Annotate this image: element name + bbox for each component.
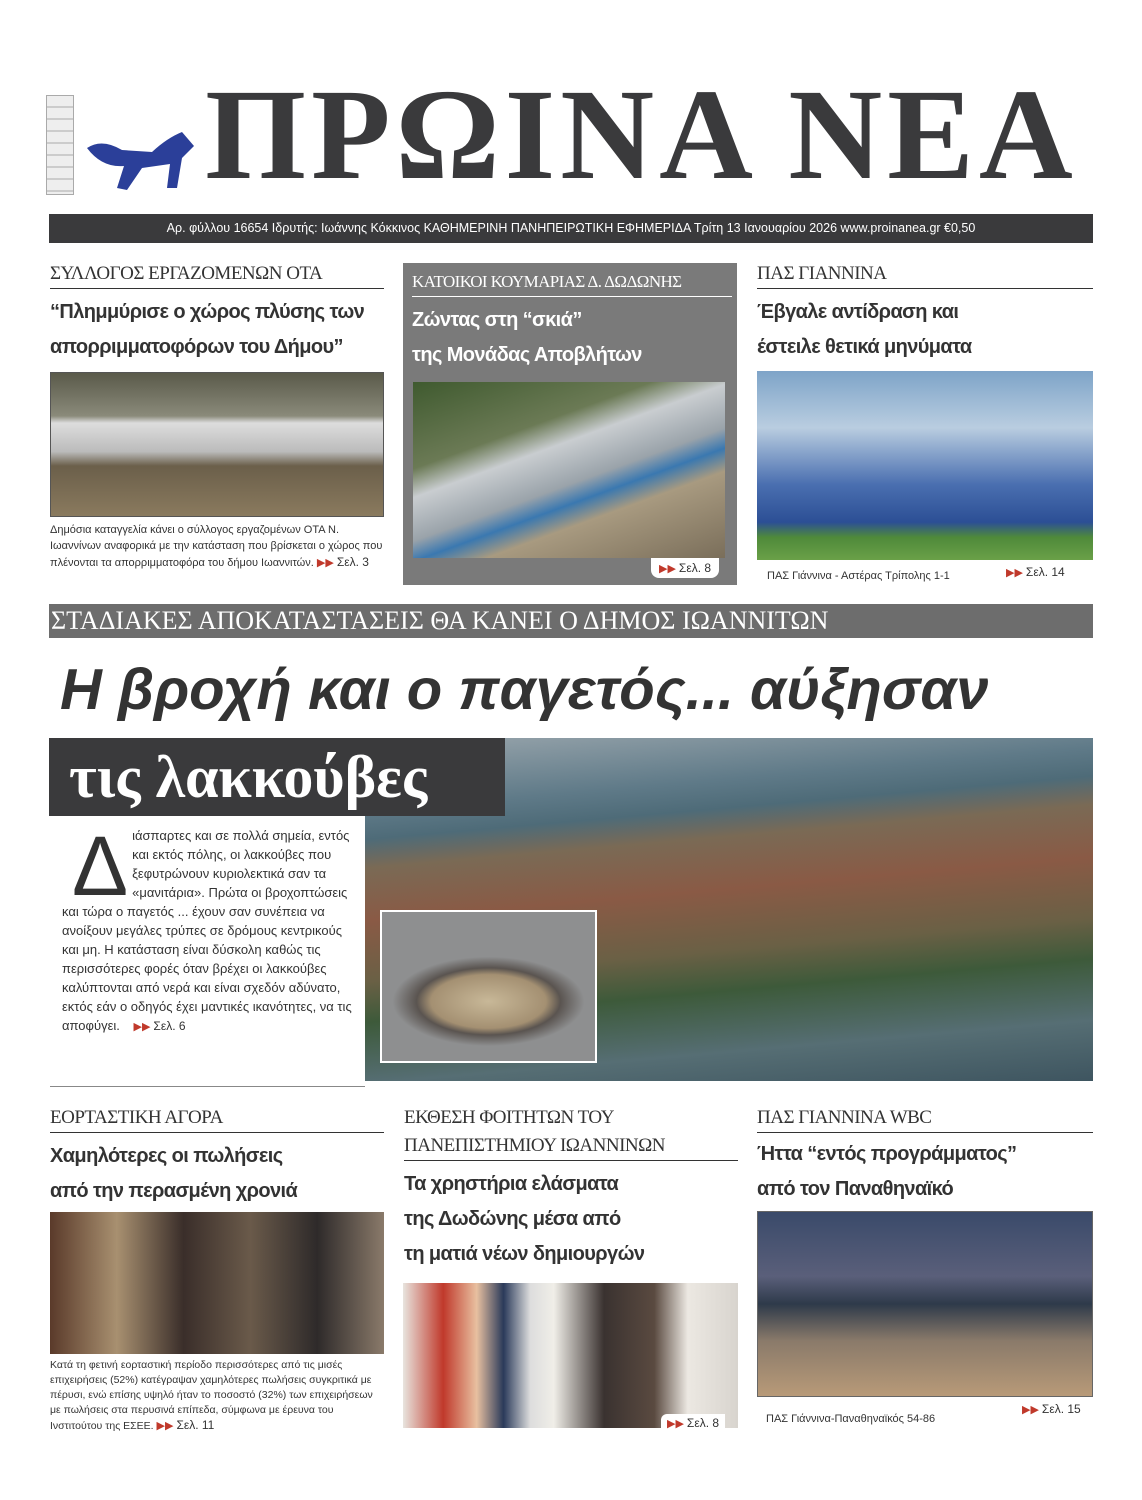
caption-block	[50, 522, 384, 571]
headline: “Πλημμύρισε ο χώρος πλύσης των	[50, 301, 365, 323]
waste-facility-photo	[413, 382, 725, 558]
issue-info-bar: Αρ. φύλλου 16654 Ιδρυτής: Ιωάννης Κόκκινος ΚΑΘΗΜΕΡΙΝΗ ΠΑΝΗΠΕΙΡΩΤΙΚΗ ΕΦΗΜΕΡΙΔΑ Τρίτη 13 Ιανουαρίου 2026 www.proinanea.gr €0,50	[49, 214, 1093, 243]
story-wbc[interactable]	[757, 1104, 1093, 1207]
headline: Χαμηλότερες οι πωλήσεις	[50, 1145, 283, 1167]
story-ota[interactable]	[50, 260, 384, 365]
caption: ΠΑΣ Γιάννινα - Αστέρας Τρίπολης 1-1	[767, 570, 950, 582]
page-ref[interactable]: ▶▶ Σελ. 8	[651, 558, 719, 578]
headline: από τον Παναθηναϊκό	[757, 1178, 954, 1200]
kicker: ΕΚΘΕΣΗ ΦΟΙΤΗΤΩΝ ΤΟΥ	[404, 1107, 614, 1128]
main-headline-line2: τις λακκούβες	[49, 738, 505, 816]
headline: απορριμματοφόρων του Δήμου”	[50, 336, 343, 358]
story-pas[interactable]	[757, 260, 1093, 365]
divider	[50, 1086, 365, 1087]
caption-block	[50, 1358, 384, 1434]
exhibition-photo	[403, 1283, 738, 1428]
caption: Δημόσια καταγγελία κάνει ο σύλλογος εργαζομένων ΟΤΑ Ν. Ιωαννίνων αναφορικά με την κατάσταση που βρίσκεται ο χώρος που πλένονται τα απορριμματοφόρα του δήμου Ιωαννιτών.	[50, 524, 383, 569]
kicker: ΠΑΝΕΠΙΣΤΗΜΙΟΥ ΙΩΑΝΝΙΝΩΝ	[404, 1132, 738, 1161]
headline: της Δωδώνης μέσα από	[404, 1208, 621, 1230]
drop-cap: Δ	[72, 819, 129, 913]
kicker: ΕΟΡΤΑΣΤΙΚΗ ΑΓΟΡΑ	[50, 1104, 384, 1133]
headline: Τα χρηστήρια ελάσματα	[404, 1173, 619, 1195]
page-ref[interactable]: ▶▶ Σελ. 3	[316, 555, 369, 569]
story-exhibition[interactable]	[404, 1104, 738, 1272]
main-headline[interactable]: Η βροχή και ο παγετός... αύξησαν	[60, 657, 989, 722]
headline: τη ματιά νέων δημιουργών	[404, 1243, 645, 1265]
story-holiday-market[interactable]	[50, 1104, 384, 1209]
page-ref[interactable]: ▶▶ Σελ. 6	[133, 1019, 186, 1033]
kicker: ΠΑΣ ΓΙΑΝΝΙΝΑ WBC	[757, 1104, 1093, 1133]
section-banner: ΣΤΑΔΙΑΚΕΣ ΑΠΟΚΑΤΑΣΤΑΣΕΙΣ ΘΑ ΚΑΝΕΙ Ο ΔΗΜΟΣ ΙΩΑΝΝΙΤΩΝ	[49, 604, 1093, 638]
headline: έστειλε θετικά μηνύματα	[757, 336, 972, 358]
horse-logo-icon	[82, 128, 200, 192]
kicker: ΠΑΣ ΓΙΑΝΝΙΝΑ	[757, 260, 1093, 289]
kicker: ΣΥΛΛΟΓΟΣ ΕΡΓΑΖΟΜΕΝΩΝ ΟΤΑ	[50, 260, 384, 289]
kicker: ΚΑΤΟΙΚΟΙ ΚΟΥΜΑΡΙΑΣ Δ. ΔΩΔΩΝΗΣ	[412, 268, 732, 297]
caption: Κατά τη φετινή εορταστική περίοδο περισσότερες από τις μισές επιχειρήσεις (52%) κατέγραψαν χαμηλότερες πωλήσεις συγκριτικά με πέρυσι, ενώ επίσης υψηλό ήταν το ποσοστό (32%) των επιχειρήσεων με πωλήσεις στα περυσινά επίπεδα, σύμφωνα με έρευνα του Ινστιτούτου της ΕΣΕΕ.	[50, 1359, 373, 1432]
newspaper-title: ΠΡΩΙΝΑ ΝΕΑ	[205, 63, 1078, 207]
football-photo	[757, 371, 1093, 560]
headline: της Μονάδας Αποβλήτων	[412, 344, 642, 366]
page-ref[interactable]: ▶▶ Σελ. 8	[661, 1414, 725, 1432]
wash-area-photo	[50, 372, 384, 517]
headline: Ζώντας στη “σκιά”	[412, 309, 582, 331]
headline: Έβγαλε αντίδραση και	[757, 301, 959, 323]
main-article-body: Δ ιάσπαρτες και σε πολλά σημεία, εντός και εκτός πόλης, οι λακκούβες που ξεφυτρώνουν κυριολεκτικά σαν τα «μανιτάρια». Πρώτα οι βροχοπτώσεις και τώρα ο παγετός ... έχουν σαν συνέπεια να ανοίξουν μεγάλες τρύπες σε δρόμους κεντρικούς και μη. Η κατάσταση είναι δύσκολη καθώς τις περισσότερες φορές όταν βρέχει οι λακκούβες καλύπτονται από νερά και είναι σχεδόν αδύνατο, εκτός εάν ο οδηγός έχει μαντικές ικανότητες, να τις αποφύγει. ▶▶ Σελ. 6	[62, 819, 352, 1033]
page-ref[interactable]: ▶▶ Σελ. 14	[1006, 565, 1065, 579]
pothole-photo	[380, 910, 597, 1063]
basketball-photo	[757, 1211, 1093, 1397]
shoppers-photo	[50, 1212, 384, 1354]
publisher-seals	[46, 95, 74, 195]
page-ref[interactable]: ▶▶ Σελ. 15	[1016, 1400, 1087, 1418]
page-ref[interactable]: ▶▶ Σελ. 11	[156, 1418, 215, 1432]
headline: Ήττα “εντός προγράμματος”	[757, 1143, 1017, 1165]
headline: από την περασμένη χρονιά	[50, 1180, 298, 1202]
caption: ΠΑΣ Γιάννινα-Παναθηναϊκός 54-86	[766, 1413, 936, 1425]
